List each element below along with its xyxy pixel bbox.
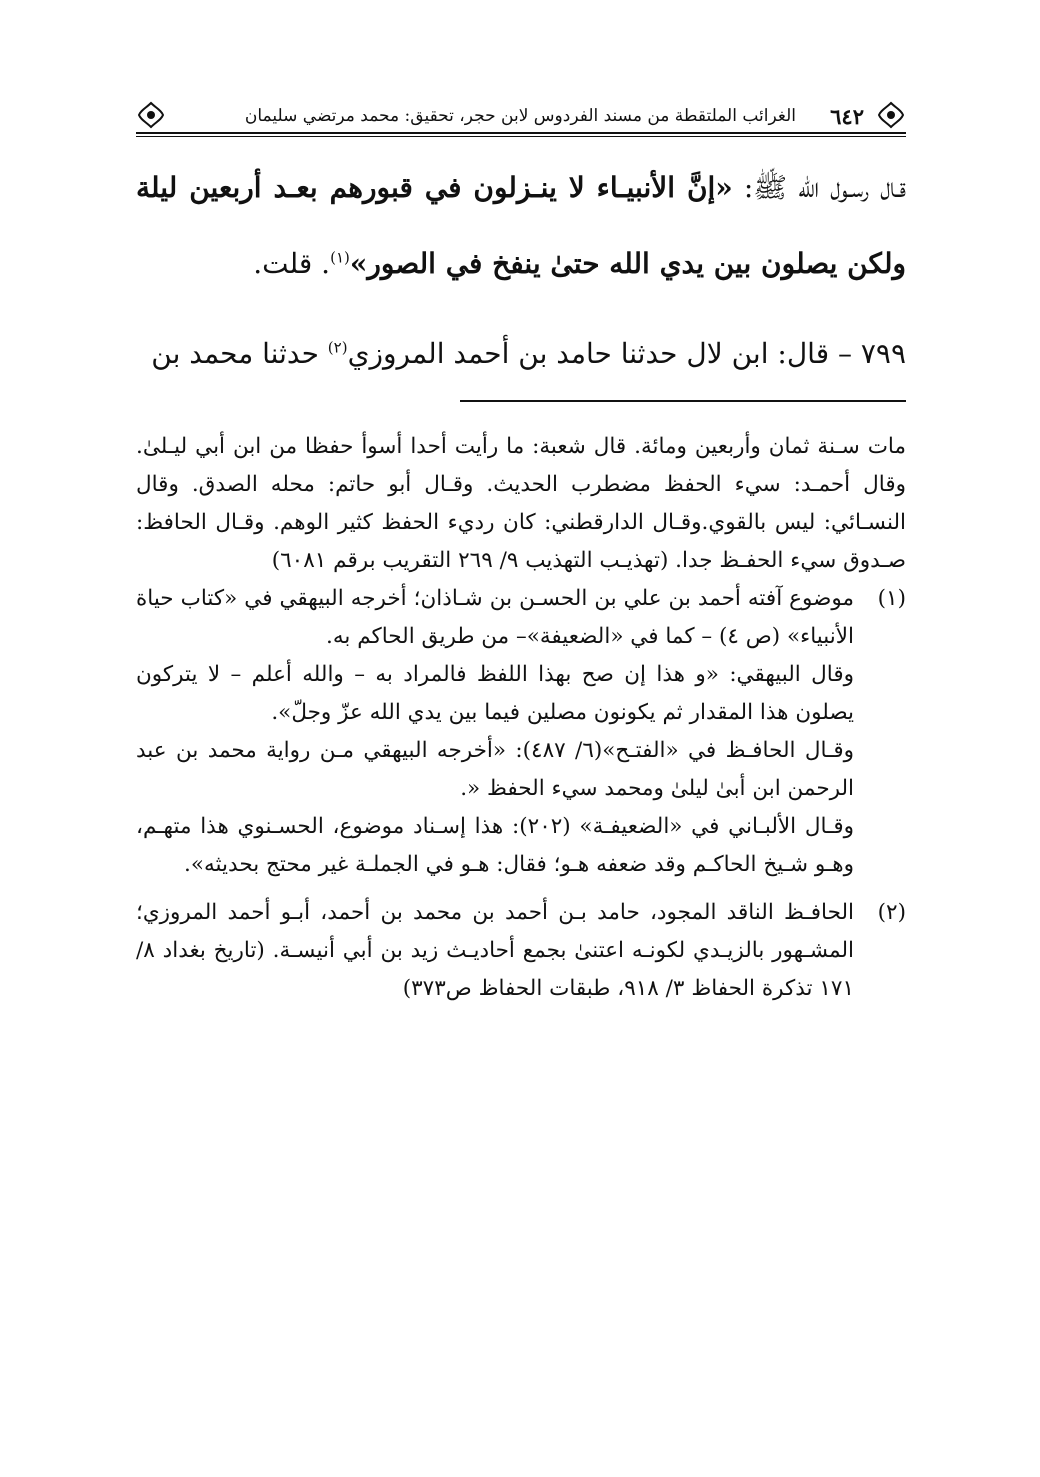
- page-header: [136, 98, 906, 138]
- footnote-1-text: وقـال الحافـظ في «الفتـح»(٦/ ٤٨٧): «أخرجه البيهقي مـن رواية محمد بن عبد الرحمن ابن أبىٰ ليلىٰ ومحمد سيء الحفظ «.: [136, 738, 855, 801]
- footnote-1-body: [136, 580, 854, 884]
- header-rule: [136, 132, 906, 134]
- footnote-1-text: موضوع آفته أحمد بن علي بن الحسـن بن شـاذان؛ أخرجه البيهقي في «كتاب حياة الأنبياء» (ص ٤) – كما في «الضعيفة»– من طريق الحاكم به.: [136, 586, 854, 649]
- hadith-text: «إنَّ الأنبيـاء لا ينـزلون في قبورهم بعـد أربعين ليلة ولكن يصلون بين يدي الله حتىٰ ينفخ في الصور»: [136, 171, 906, 280]
- ornament-icon: [136, 100, 166, 130]
- main-text: [136, 150, 906, 392]
- hadith-end: . قلت.: [253, 247, 331, 280]
- footnote-2-number: (٢): [877, 900, 906, 925]
- footnote-ref-1: (١): [330, 248, 350, 267]
- running-title: الغرائب الملتقطة من مسند الفردوس لابن حجر، تحقيق: محمد مرتضي سليمان: [244, 106, 796, 126]
- footnotes: [136, 428, 906, 1008]
- footnote-1: [136, 580, 906, 884]
- hadith-799-end: حدثنا محمد بن: [151, 337, 328, 370]
- footnote-separator: [460, 400, 906, 402]
- page-number: ٦٤٢: [830, 104, 864, 129]
- ornament-icon: [876, 100, 906, 130]
- footnote-2: [136, 894, 906, 1008]
- footnote-1-number: (١): [877, 586, 906, 611]
- footnote-1-text: وقال البيهقي: «و هذا إن صح بهذا اللفظ فالمراد به – والله أعلم – لا يتركون يصلون هذا المقدار ثم يكونون مصلين فيما بين يدي الله عزّ وجلّ».: [136, 662, 854, 725]
- hadith-paragraph: [136, 150, 906, 302]
- hadith-799-paragraph: [136, 316, 906, 392]
- header-rule-thin: [136, 136, 906, 137]
- footnote-2-text: الحافـظ الناقد المجود، حامد بـن أحمد بن محمد بن أحمد، أبـو أحمد المروزي؛ المشـهور بالزيـدي لكونـه اعتنىٰ بجمع أحاديـث زيد بن أبي أنيسـة. (تاريخ بغداد ٨/ ١٧١ تذكرة الحفاظ ٣/ ٩١٨، طبقات الحفاظ ص٣٧٣): [136, 900, 854, 1001]
- footnote-ref-2: (٢): [327, 338, 348, 357]
- hadith-799-start: ٧٩٩ – قال: ابن لال حدثنا حامد بن أحمد المروزي: [347, 337, 906, 370]
- footnote-2-body: [136, 894, 854, 1008]
- footnote-continuation: مات سـنة ثمان وأربعين ومائة. قال شعبة: ما رأيت أحدا أسوأ حفظا من ابن أبي ليـلىٰ. وقال أحمـد: سيء الحفظ مضطرب الحديث. وقـال أبو حاتم: محله الصدق. وقال النسـائي: ليس بالقوي.وقـال الدارقطني: كان رديء الحفظ كثير الوهم. وقـال الحافظ: صـدوق سيء الحفـظ جدا. (تهذيـب التهذيب ٩/ ٢٦٩ التقريب برقم ٦٠٨١): [136, 434, 906, 573]
- footnote-1-text: وقـال الألبـاني في «الضعيفـة» (٢٠٢): هذا إسـناد موضوع، الحسـنوي هذا متهـم، وهـو شـيخ الحاكـم وقد ضعفه هـو؛ فقال: هـو في الجملـة غير محتج بحديثه».: [136, 814, 855, 877]
- hadith-intro: قـال رسـول الله ﷺ:: [732, 171, 907, 204]
